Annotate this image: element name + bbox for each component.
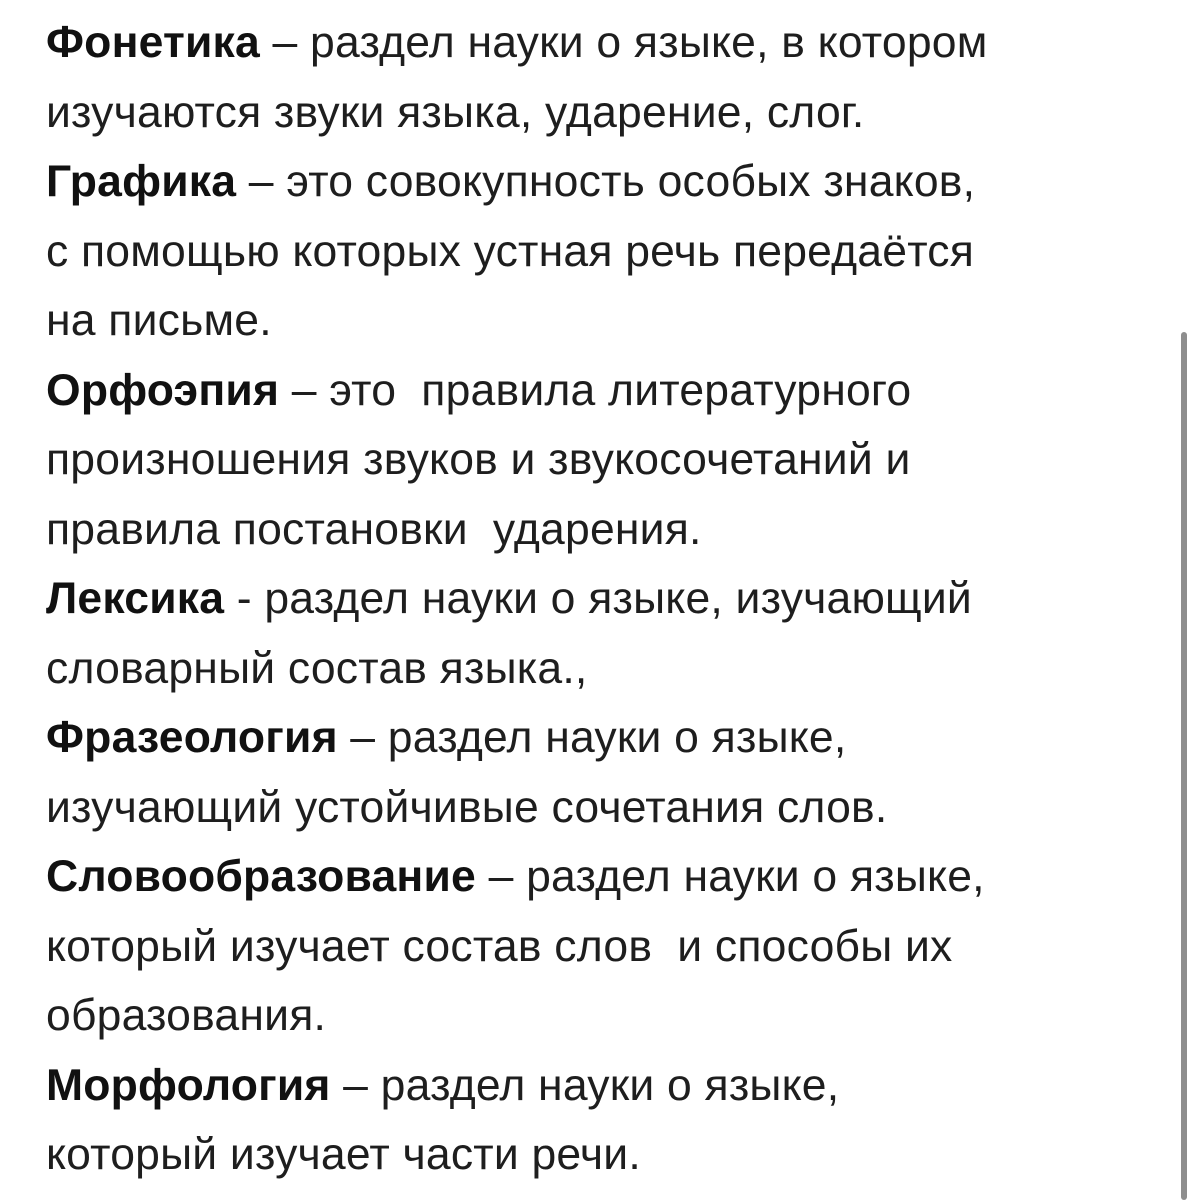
definition-line: словарный состав языка., <box>46 643 588 693</box>
definition-line: который изучает части речи. <box>46 1130 641 1179</box>
definition-text: – это совокупность особых знаков, <box>236 157 976 206</box>
definition-line <box>46 356 1166 426</box>
term-orthoepy: Орфоэпия <box>46 365 280 415</box>
term-morphology: Морфология <box>46 1060 331 1110</box>
definition-line <box>46 842 1166 912</box>
definition-text: – это правила литературного <box>279 365 912 415</box>
definition-line: произношения звуков и звукосочетаний и <box>46 435 911 484</box>
definition-text: - раздел науки о языке, изучающий <box>224 574 972 623</box>
term-phraseology: Фразеология <box>46 713 338 762</box>
definition-line <box>46 8 1166 78</box>
definition-line: правила постановки ударения. <box>46 504 702 554</box>
definition-text: – раздел науки о языке, <box>330 1060 840 1110</box>
term-lexicon: Лексика <box>46 574 225 623</box>
definitions-list <box>46 8 1166 1190</box>
definition-text: – раздел науки о языке, в котором <box>259 18 988 67</box>
definition-line: который изучает состав слов и способы их <box>46 921 953 971</box>
definition-line <box>46 703 1166 773</box>
definition-text: – раздел науки о языке, <box>337 713 847 762</box>
definition-text: – раздел науки о языке, <box>476 852 985 901</box>
definition-line: изучаются звуки языка, ударение, слог. <box>46 87 865 137</box>
definition-line: на письме. <box>46 296 272 345</box>
term-word-formation: Словообразование <box>46 852 476 901</box>
definition-line <box>46 564 1166 634</box>
definition-line: с помощью которых устная речь передаётся <box>46 226 975 276</box>
term-graphics: Графика <box>46 157 237 206</box>
definition-line <box>46 1051 1166 1121</box>
definition-line <box>46 147 1166 217</box>
definition-line: образования. <box>46 991 327 1040</box>
vertical-scrollbar[interactable] <box>1181 332 1187 1200</box>
definition-line: изучающий устойчивые сочетания слов. <box>46 782 888 832</box>
term-phonetics: Фонетика <box>46 18 260 67</box>
